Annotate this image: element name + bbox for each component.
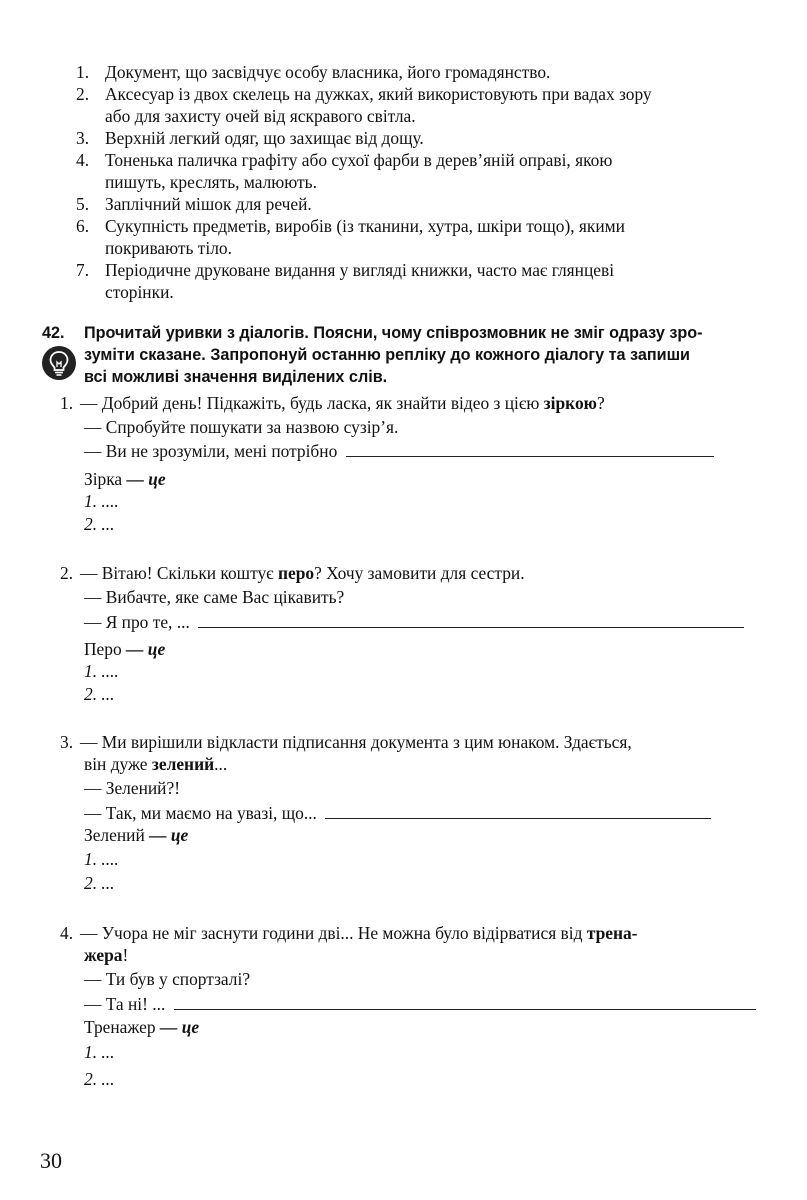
list-item (68, 216, 780, 260)
meaning-1 (84, 490, 119, 512)
meaning-text: 1. ... (84, 1042, 115, 1062)
highlighted-word: трена- (586, 923, 638, 943)
list-item (68, 62, 780, 84)
list-item (68, 150, 780, 194)
answer-line[interactable] (174, 993, 756, 1010)
dialog-line: — Зелений?! (84, 778, 180, 798)
meaning-text: 1. .... (84, 661, 119, 681)
term-word: Зірка (84, 469, 123, 489)
item-number: 7. (76, 260, 90, 280)
list-item (68, 194, 780, 216)
term-dash: — це (126, 469, 166, 489)
dialog-line (60, 922, 637, 944)
dialog-line: — Ти був у спортзалі? (84, 969, 251, 989)
term-dash: — це (159, 1017, 200, 1037)
meaning-1 (84, 1041, 114, 1063)
item-number: 3. (76, 128, 90, 148)
task-number: 42. (42, 324, 65, 342)
task-instruction-line: зуміти сказане. Запропонуй останню репліку до кожного діалогу та запиши (84, 346, 691, 364)
dialog-line (84, 802, 711, 824)
dialog-text: — Ми вирішили відкласти підписання документа з цим юнаком. Здається, (80, 732, 632, 752)
item-text: пишуть, креслять, малюють. (105, 171, 317, 192)
item-text: Періодичне друковане видання у вигляді книжки, часто має глянцеві (105, 260, 615, 280)
dialog-text: ? Хочу замовити для сестри. (314, 563, 525, 583)
term-word: Перо (84, 639, 122, 659)
lightbulb-icon (42, 346, 76, 380)
dialog-text: — Учора не міг заснути години дві... Не можна було відірватися від (80, 923, 587, 943)
item-number: 1. (76, 62, 90, 82)
word-term (84, 468, 166, 490)
meaning-text: 2. ... (84, 1069, 115, 1089)
dialog-line: — Вибачте, яке саме Вас цікавить? (84, 587, 345, 607)
term-word: Зелений (84, 825, 145, 845)
highlighted-word: жера (84, 945, 123, 965)
item-text: Верхній легкий одяг, що захищає від дощу. (105, 128, 424, 148)
dialog-line (60, 392, 605, 414)
dialog-text: — Вітаю! Скільки коштує (80, 563, 278, 583)
meaning-text: 1. .... (84, 491, 119, 511)
term-dash: — це (126, 639, 166, 659)
meaning-1 (84, 848, 119, 870)
item-number: 6. (76, 216, 90, 236)
meaning-2 (84, 872, 114, 894)
item-text: сторінки. (105, 281, 174, 302)
highlighted-word: зелений (151, 754, 215, 774)
dialog-line (60, 562, 525, 584)
highlighted-word: перо (277, 563, 315, 583)
list-item (68, 84, 780, 128)
dialog-text: ... (214, 754, 228, 774)
item-number: 4. (76, 150, 90, 170)
meaning-2 (84, 683, 114, 705)
term-dash: — це (149, 825, 189, 845)
list-item (68, 260, 780, 304)
dialog-line (60, 731, 632, 753)
dialog-text: — Так, ми маємо на увазі, що... (84, 803, 317, 823)
definitions-list (68, 62, 780, 304)
dialog-number: 1. (60, 393, 74, 413)
meaning-2 (84, 1068, 114, 1090)
dialog-number: 2. (60, 563, 74, 583)
meaning-text: 2. ... (84, 684, 115, 704)
dialog-text: ! (122, 945, 129, 965)
item-text: Документ, що засвідчує особу власника, його громадянство. (105, 62, 551, 82)
item-number: 2. (76, 84, 90, 104)
task-instruction-line: всі можливі значення виділених слів. (84, 368, 388, 386)
word-term (84, 638, 165, 660)
item-text: або для захисту очей від яскравого світла. (105, 105, 416, 126)
meaning-1 (84, 660, 119, 682)
term-word: Тренажер (84, 1017, 156, 1037)
dialog-text: — Ви не зрозуміли, мені потрібно (84, 441, 338, 461)
meaning-2 (84, 513, 114, 535)
dialog-text: він дуже (84, 754, 152, 774)
dialog-line (84, 753, 227, 775)
dialog-text: — Добрий день! Підкажіть, будь ласка, як знайти відео з цією (80, 393, 544, 413)
highlighted-word: зіркою (543, 393, 597, 413)
dialog-line (84, 944, 128, 966)
meaning-text: 1. .... (84, 849, 119, 869)
item-number: 5. (76, 194, 90, 214)
page-number: 30 (40, 1148, 62, 1173)
task-instruction-line: Прочитай уривки з діалогів. Поясни, чому співрозмовник не зміг одразу зро- (84, 324, 703, 342)
meaning-text: 2. ... (84, 514, 115, 534)
dialog-text: — Я про те, ... (84, 612, 190, 632)
dialog-line (84, 611, 744, 633)
item-text: Аксесуар із двох скелець на дужках, який використовують при вадах зору (105, 84, 652, 104)
answer-line[interactable] (346, 440, 714, 457)
list-item (68, 128, 780, 150)
dialog-line (84, 993, 756, 1015)
answer-line[interactable] (325, 802, 711, 819)
dialog-number: 4. (60, 923, 74, 943)
item-text: Заплічний мішок для речей. (105, 194, 312, 214)
item-text: Сукупність предметів, виробів (із тканини, хутра, шкіри тощо), якими (105, 216, 625, 236)
meaning-text: 2. ... (84, 873, 115, 893)
item-text: Тоненька паличка графіту або сухої фарби в дерев’яній оправі, якою (105, 150, 613, 170)
word-term (84, 824, 188, 846)
answer-line[interactable] (198, 611, 744, 628)
dialog-line: — Спробуйте пошукати за назвою сузір’я. (84, 417, 399, 437)
dialog-text: — Та ні! ... (84, 994, 166, 1014)
word-term (84, 1016, 199, 1038)
dialog-line (84, 440, 714, 462)
dialog-number: 3. (60, 732, 74, 752)
item-text: покривають тіло. (105, 237, 232, 258)
dialog-text: ? (596, 393, 605, 413)
